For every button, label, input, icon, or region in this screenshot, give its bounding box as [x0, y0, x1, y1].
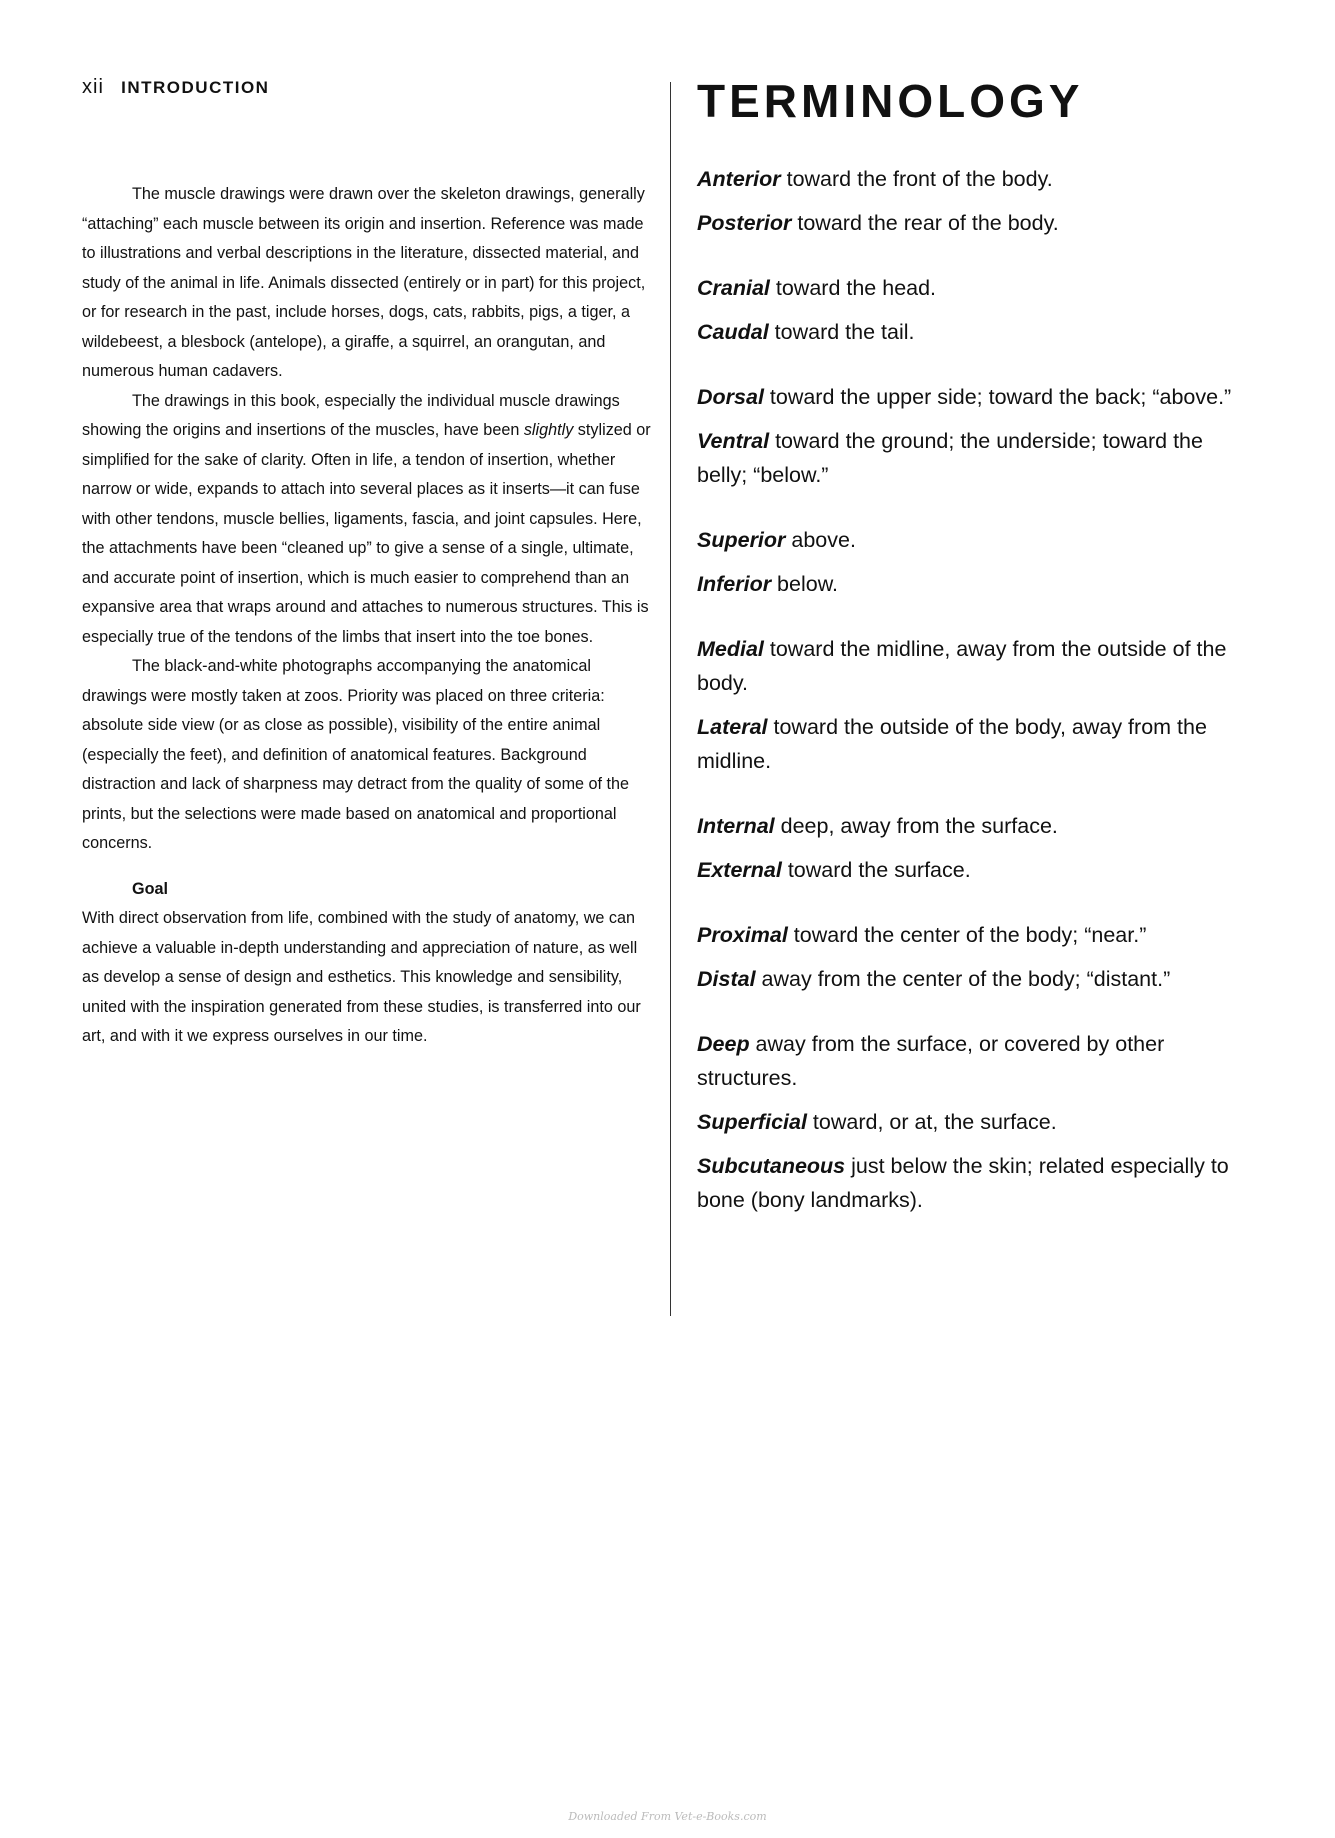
term-word: Superficial — [697, 1110, 807, 1134]
term-anterior — [697, 162, 1257, 196]
paragraph-stylized-drawings — [82, 387, 652, 653]
term-definition: toward the tail. — [768, 320, 915, 344]
section-title: TERMINOLOGY — [697, 75, 1084, 127]
term-definition: just below the skin; related especially to bone (bony landmarks). — [697, 1154, 1229, 1212]
goal-paragraph: With direct observation from life, combined with the study of anatomy, we can achieve a valuable in-depth understanding and appreciation of nature, as well as develop a sense of design and esthetics. This knowledge and sensibility, united with the inspiration generated from these studies, is transferred into our art, and with it we express ourselves in our time. — [82, 909, 641, 1045]
term-definition: below. — [771, 572, 839, 596]
paragraph-stylized-drawings-a: The drawings in this book, especially the individual muscle drawings showing the origins and insertions of the muscles, have been — [82, 391, 620, 439]
term-word: Cranial — [697, 276, 770, 300]
term-inferior — [697, 567, 1257, 601]
term-word: Proximal — [697, 923, 788, 947]
term-definition: toward the outside of the body, away from the midline. — [697, 715, 1207, 773]
term-word: Lateral — [697, 715, 768, 739]
term-definition: toward the surface. — [781, 858, 971, 882]
term-posterior — [697, 206, 1257, 240]
term-word: Ventral — [697, 429, 770, 453]
term-definition: toward the front of the body. — [780, 167, 1053, 191]
running-head: INTRODUCTION — [121, 78, 270, 97]
term-word: Dorsal — [697, 385, 764, 409]
term-word: Posterior — [697, 211, 792, 235]
term-word: Superior — [697, 528, 786, 552]
footer-watermark: Downloaded From Vet-e-Books.com — [568, 1810, 767, 1823]
term-group-spacer — [697, 611, 1257, 632]
page-header — [82, 76, 269, 99]
term-proximal — [697, 918, 1257, 952]
term-definition: toward the ground; the underside; toward the belly; “below.” — [697, 429, 1203, 487]
term-ventral — [697, 424, 1257, 492]
term-word: Caudal — [697, 320, 769, 344]
term-definition: above. — [785, 528, 856, 552]
term-lateral — [697, 710, 1257, 778]
term-deep — [697, 1027, 1257, 1095]
term-group-spacer — [697, 502, 1257, 523]
paragraph-muscle-drawings: The muscle drawings were drawn over the skeleton drawings, generally “attaching” each muscle between its origin and insertion. Reference was made to illustrations and verbal descriptions in the literature, dissected material, and study of the animal in life. Animals dissected (entirely or in part) for this project, or for research in the past, include horses, dogs, cats, rabbits, pigs, a tiger, a wildebeest, a blesbock (antelope), a giraffe, a squirrel, an orangutan, and numerous human cadavers. — [82, 185, 646, 380]
term-subcutaneous — [697, 1149, 1257, 1217]
term-definition: toward the midline, away from the outside of the body. — [697, 637, 1227, 695]
term-internal — [697, 809, 1257, 843]
term-external — [697, 853, 1257, 887]
term-distal — [697, 962, 1257, 996]
term-definition: toward the center of the body; “near.” — [787, 923, 1147, 947]
term-word: External — [697, 858, 782, 882]
term-word: Deep — [697, 1032, 750, 1056]
paragraph-photographs: The black-and-white photographs accompanying the anatomical drawings were mostly taken at zoos. Priority was placed on three criteria: absolute side view (or as close as possible), visibility of the entire animal (especially the feet), and definition of anatomical features. Background distraction and lack of sharpness may detract from the quality of some of the prints, but the selections were made based on anatomical and proportional concerns. — [82, 657, 630, 852]
term-definition: deep, away from the surface. — [774, 814, 1058, 838]
term-definition: toward the rear of the body. — [791, 211, 1059, 235]
term-medial — [697, 632, 1257, 700]
term-dorsal — [697, 380, 1257, 414]
term-definition: toward the head. — [769, 276, 937, 300]
term-superficial — [697, 1105, 1257, 1139]
term-definition: away from the center of the body; “distant.” — [755, 967, 1171, 991]
term-definition: toward the upper side; toward the back; “above.” — [763, 385, 1232, 409]
term-list — [697, 162, 1257, 1217]
term-definition: away from the surface, or covered by other structures. — [697, 1032, 1165, 1090]
introduction-text-column — [82, 180, 652, 1052]
term-word: Anterior — [697, 167, 781, 191]
term-group-spacer — [697, 250, 1257, 271]
term-word: Inferior — [697, 572, 772, 596]
goal-heading: Goal — [132, 879, 168, 898]
term-word: Internal — [697, 814, 775, 838]
page-number: xii — [82, 76, 104, 98]
term-superior — [697, 523, 1257, 557]
term-word: Distal — [697, 967, 756, 991]
paragraph-stylized-drawings-b: stylized or simplified for the sake of clarity. Often in life, a tendon of insertion, whether narrow or wide, expands to attach into several places as it inserts—it can fuse with other tendons, muscle bellies, ligaments, fascia, and joint capsules. Here, the attachments have been “cleaned up” to give a sense of a single, ultimate, and accurate point of insertion, which is much easier to comprehend than an expansive area that wraps around and attaches to numerous structures. This is especially true of the tendons of the limbs that insert into the toe bones. — [82, 421, 651, 646]
term-caudal — [697, 315, 1257, 349]
term-word: Subcutaneous — [697, 1154, 846, 1178]
paragraph-emphasis: slightly — [523, 421, 574, 439]
term-group-spacer — [697, 359, 1257, 380]
column-divider — [670, 82, 671, 1316]
terminology-column — [697, 74, 1257, 1227]
term-group-spacer — [697, 1006, 1257, 1027]
term-definition: toward, or at, the surface. — [806, 1110, 1057, 1134]
term-group-spacer — [697, 897, 1257, 918]
term-group-spacer — [697, 788, 1257, 809]
term-word: Medial — [697, 637, 764, 661]
term-cranial — [697, 271, 1257, 305]
